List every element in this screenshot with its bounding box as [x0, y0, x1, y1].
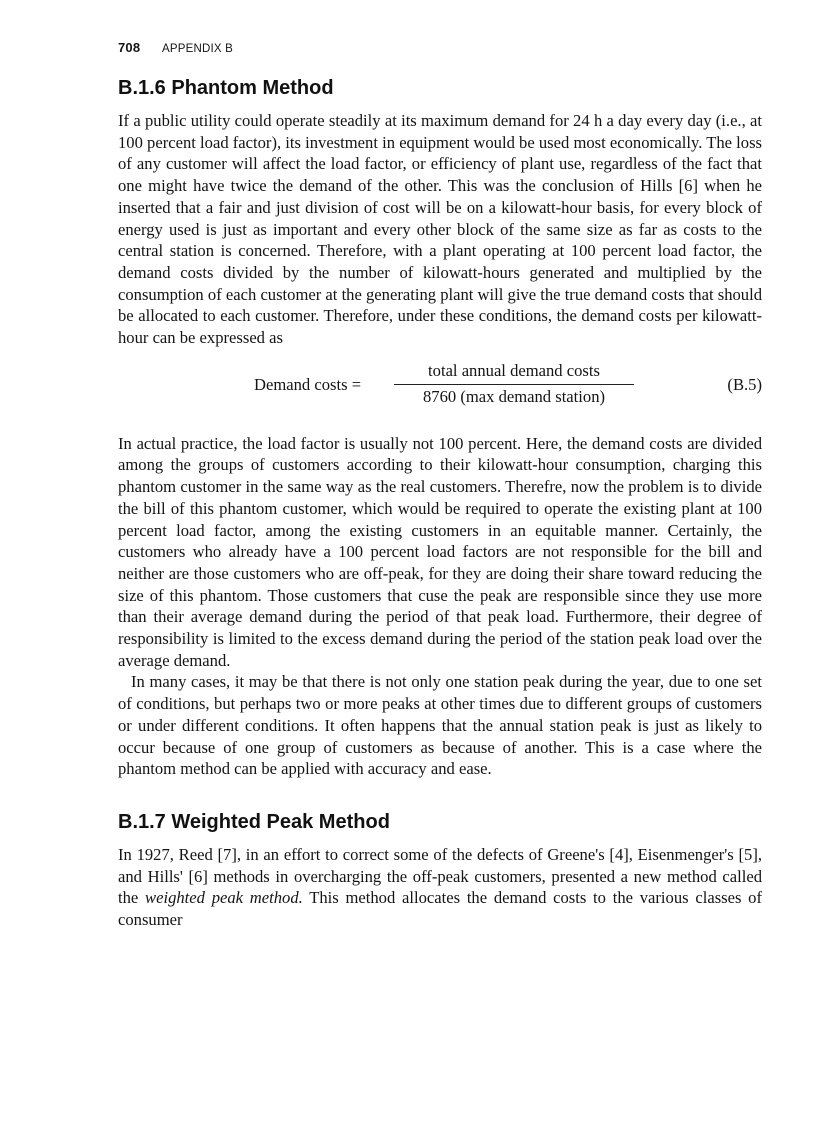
body-paragraph: If a public utility could operate steadily at its maximum demand for 24 h a day every day (i.e., at 100 percent load factor), its investment in equipment would be used most economically. The loss of any customer will affect the load factor, or efficiency of plant use, regardless of the fact that one might have twice the demand of the other. This was the conclusion of Hills [6] when he inserted that a fair and just division of cost will be on a kilowatt-hour basis, for every block of energy used is just as important and every other block of the same size as far as costs to the central station is concerned. Therefore, with a plant operating at 100 percent load factor, the demand costs divided by the number of kilowatt-hours generated and multiplied by the consumption of each customer at the generating plant will give the true demand costs that should be allocated to each customer. Therefore, under these conditions, the demand costs per kilowatt-hour can be expressed as: [118, 111, 762, 348]
page-number: 708: [118, 40, 141, 55]
running-head-label: APPENDIX B: [161, 43, 234, 55]
equation-number: (B.5): [727, 374, 762, 394]
equation-numerator: total annual demand costs: [394, 361, 634, 385]
paragraph-text: This method allocates the demand costs to the various classes of consumer: [118, 888, 763, 930]
section-heading-weighted-peak-method: B.1.7 Weighted Peak Method: [118, 810, 390, 833]
running-head: [118, 38, 762, 58]
body-paragraph: [118, 844, 762, 931]
body-paragraph: In actual practice, the load factor is usually not 100 percent. Here, the demand costs are divided among the groups of customers according to their kilowatt-hour consumption, charging this phantom customer in the same way as the real customers. Therefre, now the problem is to divide the bill of this phantom customer, which would be required to operate the existing plant at 100 percent load factor, among the existing customers in an equitable manner. Certainly, the customers who already have a 100 percent load factors are not responsible for the bill and neither are those customers who are off-peak, for they are doing their share toward reducing the size of this phantom. Those customers that cuse the peak are responsible since they use more than their average demand during the period of that peak load. Furthermore, their degree of responsibility is limited to the excess demand during the period of the station peak load over the average demand.: [118, 433, 762, 670]
section-heading-phantom-method: B.1.6 Phantom Method: [118, 77, 334, 99]
emphasized-term: weighted peak method.: [145, 888, 303, 908]
equation-denominator: 8760 (max demand station): [422, 386, 606, 406]
book-page: [118, 38, 762, 931]
equation-fraction: [394, 361, 634, 407]
equation-lhs: Demand costs =: [254, 374, 362, 394]
body-paragraph: In many cases, it may be that there is not only one station peak during the year, due to one set of conditions, but perhaps two or more peaks at other times due to different groups of customers or under different conditions. It often happens that the annual station peak is just as likely to occur because of one group of customers as because of another. This is a case where the phantom method can be applied with accuracy and ease.: [118, 672, 762, 779]
paragraph-text: In 1927, Reed [7], in an effort to correct some of the defects of Greene's [4], Eisenmenger's [5], and Hills' [6] methods in overcharging the off-peak customers, presented a new method called the: [118, 844, 762, 908]
equation-b5: [118, 355, 762, 419]
